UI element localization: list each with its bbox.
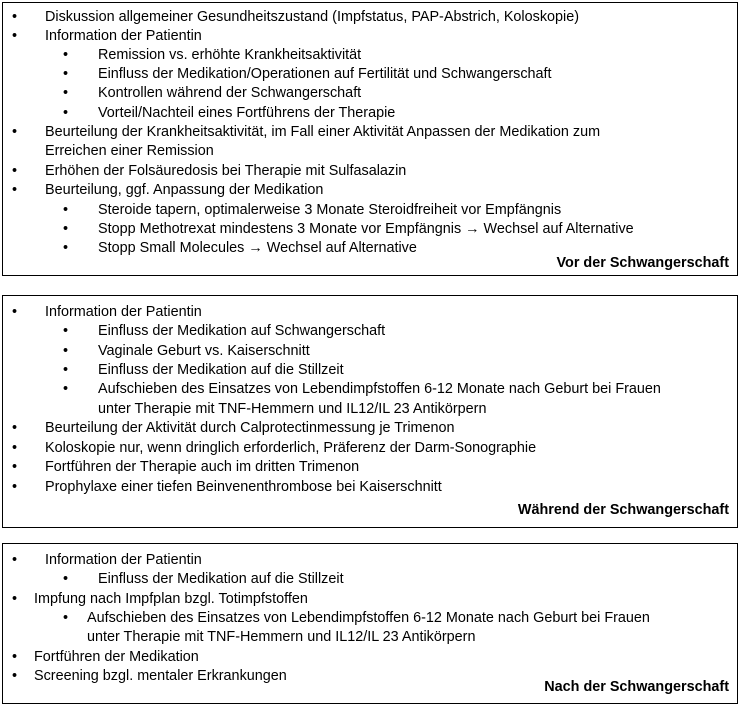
- sub-bullet: •: [63, 85, 69, 101]
- sub-bullet: •: [63, 47, 69, 63]
- sub-bullet: •: [63, 323, 69, 339]
- sub-list-item: Aufschieben des Einsatzes von Lebendimpfstoffen 6-12 Monate nach Geburt bei Frauen: [98, 381, 661, 397]
- bullet: •: [12, 649, 18, 665]
- bullet: •: [12, 9, 18, 25]
- list-item: Koloskopie nur, wenn dringlich erforderlich, Präferenz der Darm-Sonographie: [45, 440, 537, 456]
- sub-list-item: Stopp Small Molecules → Wechsel auf Alternative: [98, 240, 417, 256]
- sub-list-item: Remission vs. erhöhte Krankheitsaktivität: [98, 47, 362, 63]
- sub-list-item: Einfluss der Medikation auf Schwangerschaft: [98, 323, 386, 339]
- bullet: •: [12, 304, 18, 320]
- list-item: Information der Patientin: [45, 28, 202, 44]
- list-item: Prophylaxe einer tiefen Beinvenenthrombose bei Kaiserschnitt: [45, 479, 442, 495]
- sub-list-item: Steroide tapern, optimalerweise 3 Monate Steroidfreiheit vor Empfängnis: [98, 202, 562, 218]
- list-item: Beurteilung, ggf. Anpassung der Medikation: [45, 182, 324, 198]
- sub-list-item: Vorteil/Nachteil eines Fortführens der Therapie: [98, 105, 396, 121]
- bullet: •: [12, 163, 18, 179]
- sub-list-item: Aufschieben des Einsatzes von Lebendimpfstoffen 6-12 Monate nach Geburt bei Frauen: [87, 610, 650, 626]
- sub-list-item: Stopp Methotrexat mindestens 3 Monate vor Empfängnis → Wechsel auf Alternative: [98, 221, 634, 237]
- bullet: •: [12, 552, 18, 568]
- sub-list-item: Kontrollen während der Schwangerschaft: [98, 85, 362, 101]
- sub-bullet: •: [63, 240, 69, 256]
- sub-bullet: •: [63, 610, 69, 626]
- sub-bullet: •: [63, 571, 69, 587]
- sub-list-item-continuation: unter Therapie mit TNF-Hemmern und IL12/IL 23 Antikörpern: [87, 629, 476, 645]
- list-item: Beurteilung der Krankheitsaktivität, im Fall einer Aktivität Anpassen der Medikation zum: [45, 124, 601, 140]
- section-title: Nach der Schwangerschaft: [544, 679, 729, 695]
- section-during-pregnancy: [2, 295, 738, 528]
- list-item: Impfung nach Impfplan bzgl. Totimpfstoffen: [34, 591, 308, 607]
- bullet: •: [12, 182, 18, 198]
- sub-bullet: •: [63, 66, 69, 82]
- sub-bullet: •: [63, 381, 69, 397]
- bullet: •: [12, 479, 18, 495]
- sub-bullet: •: [63, 343, 69, 359]
- list-item: Information der Patientin: [45, 552, 202, 568]
- list-item: Screening bzgl. mentaler Erkrankungen: [34, 668, 287, 684]
- list-item: Beurteilung der Aktivität durch Calprotectinmessung je Trimenon: [45, 420, 455, 436]
- bullet: •: [12, 420, 18, 436]
- bullet: •: [12, 124, 18, 140]
- sub-bullet: •: [63, 105, 69, 121]
- list-item: Diskussion allgemeiner Gesundheitszustand (Impfstatus, PAP-Abstrich, Koloskopie): [45, 9, 580, 25]
- sub-list-item: Einfluss der Medikation/Operationen auf Fertilität und Schwangerschaft: [98, 66, 552, 82]
- section-title: Vor der Schwangerschaft: [556, 255, 729, 271]
- list-item: Fortführen der Medikation: [34, 649, 199, 665]
- list-item: Information der Patientin: [45, 304, 202, 320]
- bullet: •: [12, 440, 18, 456]
- sub-bullet: •: [63, 362, 69, 378]
- bullet: •: [12, 459, 18, 475]
- bullet: •: [12, 28, 18, 44]
- bullet: •: [12, 668, 18, 684]
- section-title: Während der Schwangerschaft: [517, 502, 729, 518]
- sub-bullet: •: [63, 221, 69, 237]
- list-item-continuation: Erreichen einer Remission: [45, 143, 214, 159]
- sub-bullet: •: [63, 202, 69, 218]
- sub-list-item: Einfluss der Medikation auf die Stillzeit: [98, 571, 344, 587]
- sub-list-item: Einfluss der Medikation auf die Stillzeit: [98, 362, 344, 378]
- section-before-pregnancy: [2, 2, 738, 276]
- bullet: •: [12, 591, 18, 607]
- list-item: Erhöhen der Folsäuredosis bei Therapie mit Sulfasalazin: [45, 163, 407, 179]
- section-after-pregnancy: [2, 543, 738, 704]
- list-item: Fortführen der Therapie auch im dritten Trimenon: [45, 459, 360, 475]
- sub-list-item: Vaginale Geburt vs. Kaiserschnitt: [98, 343, 310, 359]
- sub-list-item-continuation: unter Therapie mit TNF-Hemmern und IL12/IL 23 Antikörpern: [98, 401, 487, 417]
